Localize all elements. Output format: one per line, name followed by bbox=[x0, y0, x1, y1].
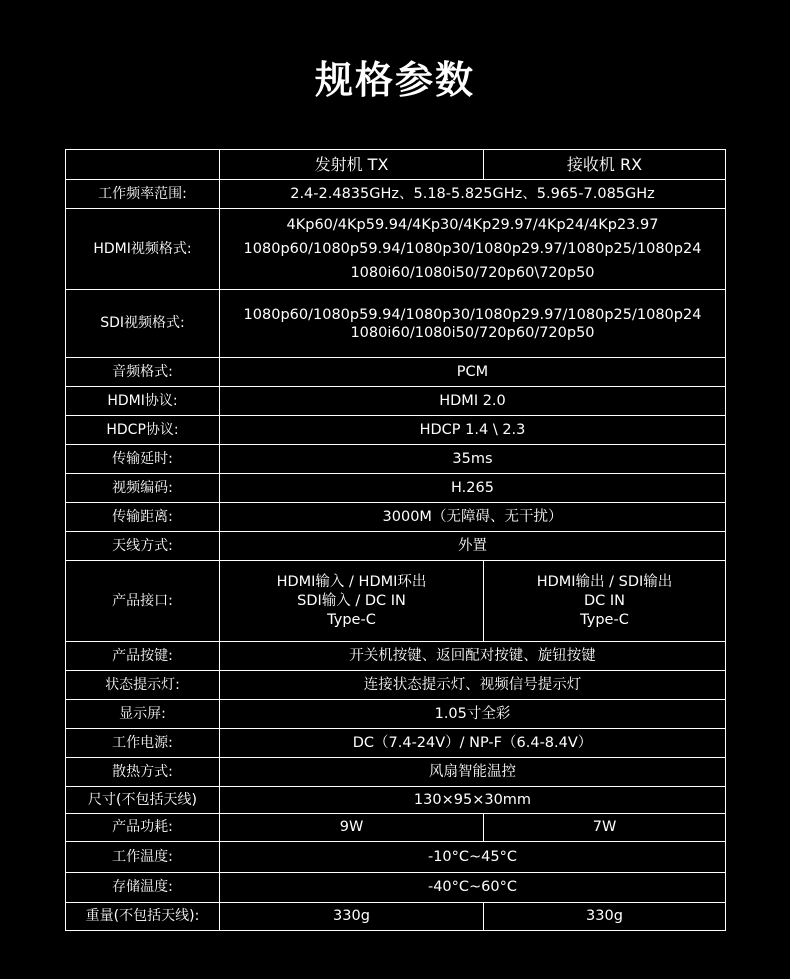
label-storage-temp: 存储温度: bbox=[66, 873, 220, 903]
label-sdi-format: SDI视频格式: bbox=[66, 290, 220, 358]
label-codec: 视频编码: bbox=[66, 474, 220, 503]
row-hdcp bbox=[66, 416, 726, 445]
interfaces-tx-line-3: Type-C bbox=[327, 611, 376, 628]
value-indicators: 连接状态提示灯、视频信号提示灯 bbox=[220, 671, 726, 700]
value-op-temp: -10°C~45°C bbox=[220, 842, 726, 873]
spec-table bbox=[65, 149, 726, 931]
row-weight bbox=[66, 903, 726, 931]
sdi-format-line-2: 1080i60/1080i50/720p60/720p50 bbox=[350, 324, 595, 341]
value-size: 130×95×30mm bbox=[220, 787, 726, 814]
label-weight: 重量(不包括天线): bbox=[66, 903, 220, 931]
row-interfaces bbox=[66, 561, 726, 642]
row-consumption bbox=[66, 814, 726, 842]
value-weight-tx: 330g bbox=[220, 903, 484, 931]
label-audio: 音频格式: bbox=[66, 358, 220, 387]
row-audio bbox=[66, 358, 726, 387]
row-latency bbox=[66, 445, 726, 474]
value-consumption-rx: 7W bbox=[484, 814, 726, 842]
row-power bbox=[66, 729, 726, 758]
page-title: 规格参数 bbox=[314, 58, 475, 102]
interfaces-rx-line-2: DC IN bbox=[583, 592, 626, 609]
row-hdmi-format bbox=[66, 209, 726, 290]
value-frequency: 2.4-2.4835GHz、5.18-5.825GHz、5.965-7.085GHz bbox=[220, 180, 726, 209]
value-codec: H.265 bbox=[220, 474, 726, 503]
row-storage-temp bbox=[66, 873, 726, 903]
label-consumption: 产品功耗: bbox=[66, 814, 220, 842]
table-header-row bbox=[66, 150, 726, 180]
row-antenna bbox=[66, 532, 726, 561]
label-latency: 传输延时: bbox=[66, 445, 220, 474]
row-buttons bbox=[66, 642, 726, 671]
value-power: DC（7.4-24V）/ NP-F（6.4-8.4V） bbox=[220, 729, 726, 758]
hdmi-format-line-3: 1080i60/1080i50/720p60\720p50 bbox=[350, 265, 595, 281]
interfaces-tx-line-1: HDMI输入 / HDMI环出 bbox=[276, 573, 427, 590]
interfaces-tx-line-2: SDI输入 / DC IN bbox=[297, 592, 406, 609]
label-power: 工作电源: bbox=[66, 729, 220, 758]
row-hdmi-protocol bbox=[66, 387, 726, 416]
hdmi-format-line-2: 1080p60/1080p59.94/1080p30/1080p29.97/1080p25/1080p24 bbox=[243, 241, 702, 257]
row-display bbox=[66, 700, 726, 729]
label-indicators: 状态提示灯: bbox=[66, 671, 220, 700]
label-size: 尺寸(不包括天线) bbox=[66, 787, 220, 814]
header-empty-cell bbox=[66, 150, 220, 180]
value-buttons: 开关机按键、返回配对按键、旋钮按键 bbox=[220, 642, 726, 671]
label-distance: 传输距离: bbox=[66, 503, 220, 532]
value-antenna: 外置 bbox=[220, 532, 726, 561]
value-storage-temp: -40°C~60°C bbox=[220, 873, 726, 903]
value-latency: 35ms bbox=[220, 445, 726, 474]
label-hdcp: HDCP协议: bbox=[66, 416, 220, 445]
hdmi-format-line-1: 4Kp60/4Kp59.94/4Kp30/4Kp29.97/4Kp24/4Kp23.97 bbox=[286, 217, 659, 233]
label-display: 显示屏: bbox=[66, 700, 220, 729]
value-hdcp: HDCP 1.4 \ 2.3 bbox=[220, 416, 726, 445]
row-frequency bbox=[66, 180, 726, 209]
row-distance bbox=[66, 503, 726, 532]
value-interfaces-tx bbox=[220, 561, 484, 642]
label-op-temp: 工作温度: bbox=[66, 842, 220, 873]
row-indicators bbox=[66, 671, 726, 700]
label-frequency: 工作频率范围: bbox=[66, 180, 220, 209]
value-sdi-format bbox=[220, 290, 726, 358]
row-size bbox=[66, 787, 726, 814]
value-weight-rx: 330g bbox=[484, 903, 726, 931]
label-cooling: 散热方式: bbox=[66, 758, 220, 787]
label-interfaces: 产品接口: bbox=[66, 561, 220, 642]
value-hdmi-format bbox=[220, 209, 726, 290]
row-sdi-format bbox=[66, 290, 726, 358]
label-antenna: 天线方式: bbox=[66, 532, 220, 561]
interfaces-rx-line-3: Type-C bbox=[580, 611, 629, 628]
value-display: 1.05寸全彩 bbox=[220, 700, 726, 729]
label-hdmi-protocol: HDMI协议: bbox=[66, 387, 220, 416]
label-hdmi-format: HDMI视频格式: bbox=[66, 209, 220, 290]
header-rx: 接收机 RX bbox=[484, 150, 726, 180]
value-distance: 3000M（无障碍、无干扰） bbox=[220, 503, 726, 532]
header-tx: 发射机 TX bbox=[220, 150, 484, 180]
row-op-temp bbox=[66, 842, 726, 873]
value-consumption-tx: 9W bbox=[220, 814, 484, 842]
row-cooling bbox=[66, 758, 726, 787]
value-cooling: 风扇智能温控 bbox=[220, 758, 726, 787]
row-codec bbox=[66, 474, 726, 503]
sdi-format-line-1: 1080p60/1080p59.94/1080p30/1080p29.97/1080p25/1080p24 bbox=[243, 306, 702, 323]
interfaces-rx-line-1: HDMI输出 / SDI输出 bbox=[536, 573, 673, 590]
value-interfaces-rx bbox=[484, 561, 726, 642]
value-audio: PCM bbox=[220, 358, 726, 387]
label-buttons: 产品按键: bbox=[66, 642, 220, 671]
value-hdmi-protocol: HDMI 2.0 bbox=[220, 387, 726, 416]
